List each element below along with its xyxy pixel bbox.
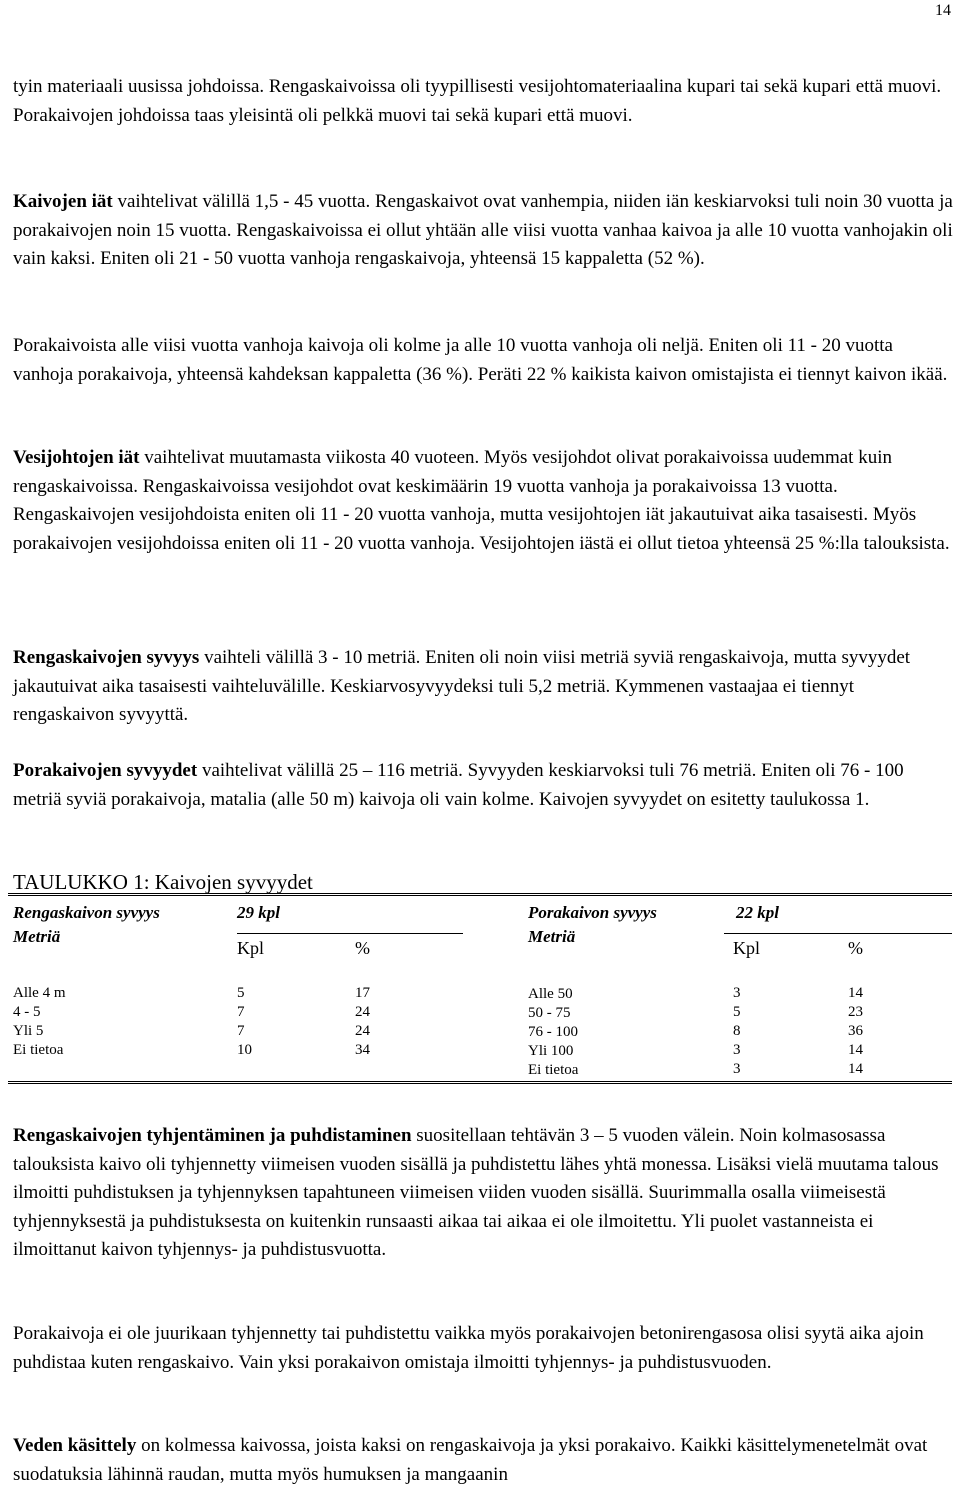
table-cell-label: 76 - 100 xyxy=(528,1024,578,1040)
paragraph-lead: Vesijohtojen iät xyxy=(13,447,140,468)
left-col-kpl: Kpl xyxy=(237,938,264,958)
right-table-total: 22 kpl xyxy=(736,903,779,922)
table-cell-pct: 24 xyxy=(355,1023,370,1039)
table-cell-label: 4 - 5 xyxy=(13,1004,41,1020)
table-cell-pct: 14 xyxy=(848,1042,863,1058)
paragraph-water-pipe-material: tyin materiaali uusissa johdoissa. Rengaskaivoissa oli tyypillisesti vesijohtomateriaalina kupari tai sekä kupari että muovi. Porakaivojen johdoissa taas yleisintä oli pelkkä muovi tai sekä kupari että muovi. xyxy=(13,76,942,126)
paragraph-ring-well-depth xyxy=(13,644,953,730)
table-cell-kpl: 7 xyxy=(237,1004,245,1020)
table-cell-label: Yli 5 xyxy=(13,1023,44,1039)
table-cell-label: Alle 50 xyxy=(528,986,573,1002)
table-cell-pct: 23 xyxy=(848,1004,863,1020)
right-header-rule xyxy=(724,933,952,934)
paragraph-drilled-well-ages: Porakaivoista alle viisi vuotta vanhoja kaivoja oli kolme ja alle 10 vuotta vanhoja oli neljä. Eniten oli 11 - 20 vuotta vanhoja porakaivoja, yhteensä kahdeksan kappaletta (36 %). Peräti 22 % kaikista kaivon omistajista ei tiennyt kaivon ikää. xyxy=(13,335,948,385)
paragraph-lead: Kaivojen iät xyxy=(13,191,113,212)
table-cell-pct: 24 xyxy=(355,1004,370,1020)
paragraph-ring-well-cleaning xyxy=(13,1122,953,1265)
right-table-unit: Metriä xyxy=(528,927,576,946)
table-cell-kpl: 3 xyxy=(733,1042,741,1058)
table-top-rule xyxy=(8,893,952,896)
table-caption: TAULUKKO 1: Kaivojen syvyydet xyxy=(13,870,313,894)
table-cell-kpl: 7 xyxy=(237,1023,245,1039)
paragraph-drilled-well-depth xyxy=(13,757,953,814)
table-cell-kpl: 10 xyxy=(237,1042,252,1058)
left-table-unit: Metriä xyxy=(13,927,61,946)
paragraph-body: vaihteli välillä 3 - 10 metriä. Eniten oli noin viisi metriä syviä rengaskaivoja, mutta syvyydet jakautuivat aika tasaisesti vaihteluvälille. Keskiarvosyvyydeksi tuli 5,2 metriä. Kymmenen vastaajaa ei tiennyt rengaskaivon syvyyttä. xyxy=(13,647,911,726)
paragraph-body: vaihtelivat välillä 25 – 116 metriä. Syvyyden keskiarvoksi tuli 76 metriä. Eniten oli 76 - 100 metriä syviä porakaivoja, matalia (alle 50 m) kaivoja oli vain kolme. Kaivojen syvyydet on esitetty taulukossa 1. xyxy=(13,760,904,810)
table-cell-label: Alle 4 m xyxy=(13,985,66,1001)
left-col-pct: % xyxy=(355,938,370,958)
table-cell-pct: 17 xyxy=(355,985,370,1001)
table-cell-label: 50 - 75 xyxy=(528,1005,571,1021)
right-table-title: Porakaivon syvyys xyxy=(528,903,657,922)
table-cell-pct: 14 xyxy=(848,1061,863,1077)
paragraph-body: vaihtelivat välillä 1,5 - 45 vuotta. Rengaskaivot ovat vanhempia, niiden iän keskiarvoksi tuli noin 30 vuotta ja porakaivojen noin 15 vuotta. Rengaskaivoissa ei ollut yhtään alle viisi vuotta vanhaa kaivoa ja alle 10 vuotta vanhojakin oli vain kaksi. Eniten oli 21 - 50 vuotta vanhoja rengaskaivoja, yhteensä 15 kappaletta (52 %). xyxy=(13,191,953,270)
paragraph-lead: Veden käsittely xyxy=(13,1435,137,1456)
paragraph-body: on kolmessa kaivossa, joista kaksi on rengaskaivoja ja yksi porakaivo. Kaikki käsittelymenetelmät ovat suodatuksia lähinnä raudan, mutta myös humuksen ja mangaanin xyxy=(13,1435,928,1485)
paragraph-water-treatment xyxy=(13,1432,953,1489)
right-col-kpl: Kpl xyxy=(733,938,760,958)
right-col-pct: % xyxy=(848,938,863,958)
paragraph-drilled-well-cleaning: Porakaivoja ei ole juurikaan tyhjennetty tai puhdistettu vaikka myös porakaivojen betonirengasosa olisi syytä aika ajoin puhdistaa kuten rengaskaivo. Vain yksi porakaivon omistaja ilmoitti tyhjennys- ja puhdistusvuoden. xyxy=(13,1323,924,1373)
paragraph-pipe-ages xyxy=(13,444,953,558)
table-cell-kpl: 8 xyxy=(733,1023,741,1039)
table-cell-label: Ei tietoa xyxy=(528,1062,579,1078)
paragraph-well-ages xyxy=(13,188,953,274)
left-table-total: 29 kpl xyxy=(237,903,280,922)
paragraph-lead: Rengaskaivojen tyhjentäminen ja puhdistaminen xyxy=(13,1125,412,1146)
paragraph-lead: Porakaivojen syvyydet xyxy=(13,760,198,781)
table-cell-pct: 34 xyxy=(355,1042,370,1058)
table-cell-label: Yli 100 xyxy=(528,1043,574,1059)
paragraph-body: suositellaan tehtävän 3 – 5 vuoden välein. Noin kolmasosassa talouksista kaivo oli tyhjennetty viimeisen vuoden sisällä ja puhdistettu lähes yhtä monessa. Lisäksi vielä muutama talous ilmoitti puhdistuksen ja tyhjennyksen tapahtuneen viimeisen viiden vuoden sisällä. Suurimmalla osalla viimeisestä tyhjennyksestä ja puhdistuksesta on kuitenkin runsaasti aikaa tai aikaa ei ole ilmoitettu. Yli puolet vastanneista ei ilmoittanut kaivon tyhjennys- ja puhdistusvuotta. xyxy=(13,1125,939,1261)
paragraph-body: vaihtelivat muutamasta viikosta 40 vuoteen. Myös vesijohdot olivat porakaivoissa uudemmat kuin rengaskaivoissa. Rengaskaivoissa vesijohdot ovat keskimäärin 19 vuotta vanhoja ja porakaivoissa 13 vuotta. Rengaskaivojen vesijohdoista eniten oli 11 - 20 vuotta vanhoja, mutta vesijohtojen iät jakautuivat aika tasaisesti. Myös porakaivojen vesijohdoissa eniten oli 11 - 20 vuotta vanhoja. Vesijohtojen iästä ei ollut tietoa yhteensä 25 %:lla talouksista. xyxy=(13,447,950,554)
table-cell-kpl: 3 xyxy=(733,1061,741,1077)
left-table-title: Rengaskaivon syvyys xyxy=(13,903,160,922)
table-bottom-rule xyxy=(8,1081,952,1084)
table-cell-pct: 14 xyxy=(848,985,863,1001)
table-cell-kpl: 5 xyxy=(733,1004,741,1020)
left-header-rule xyxy=(237,933,463,934)
page-number: 14 xyxy=(935,2,951,19)
table-cell-pct: 36 xyxy=(848,1023,863,1039)
table-cell-kpl: 5 xyxy=(237,985,245,1001)
table-cell-kpl: 3 xyxy=(733,985,741,1001)
paragraph-lead: Rengaskaivojen syvyys xyxy=(13,647,200,668)
table-cell-label: Ei tietoa xyxy=(13,1042,64,1058)
